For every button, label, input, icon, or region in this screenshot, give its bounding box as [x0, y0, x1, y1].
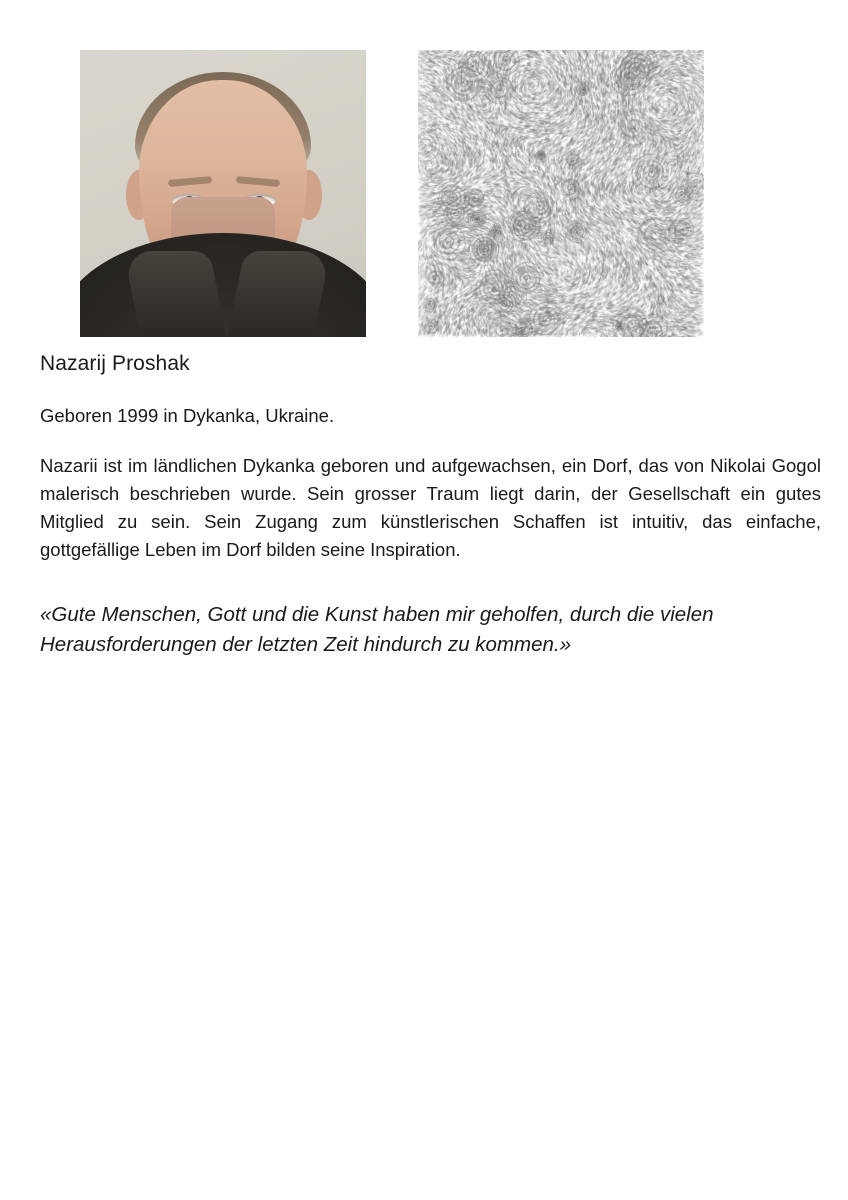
portrait-collar-right — [228, 251, 331, 337]
artist-name: Nazarij Proshak — [40, 352, 190, 375]
portrait-collar-left — [124, 251, 227, 337]
artwork-figure — [418, 50, 704, 337]
portrait-figure — [80, 50, 366, 337]
biography-paragraph: Nazarii ist im ländlichen Dykanka geboren und aufgewachsen, ein Dorf, das von Nikolai Gogol malerisch beschrieben wurde. Sein grosser Traum liegt darin, der Gesellschaft ein gutes Mitglied zu sein. Sein Zugang zum künstlerischen Schaffen ist intuitiv, das einfache, gottgefällige Leben im Dorf bilden seine Inspiration. — [40, 455, 821, 560]
portrait-photo — [80, 50, 366, 337]
artist-quote: «Gute Menschen, Gott und die Kunst haben mir geholfen, durch die vielen Herausforderungen der letzten Zeit hindurch zu kommen.» — [40, 603, 714, 656]
text-column — [40, 350, 820, 660]
artwork-image — [418, 50, 704, 337]
birth-info: Geboren 1999 in Dykanka, Ukraine. — [40, 405, 335, 426]
media-row — [40, 34, 808, 321]
